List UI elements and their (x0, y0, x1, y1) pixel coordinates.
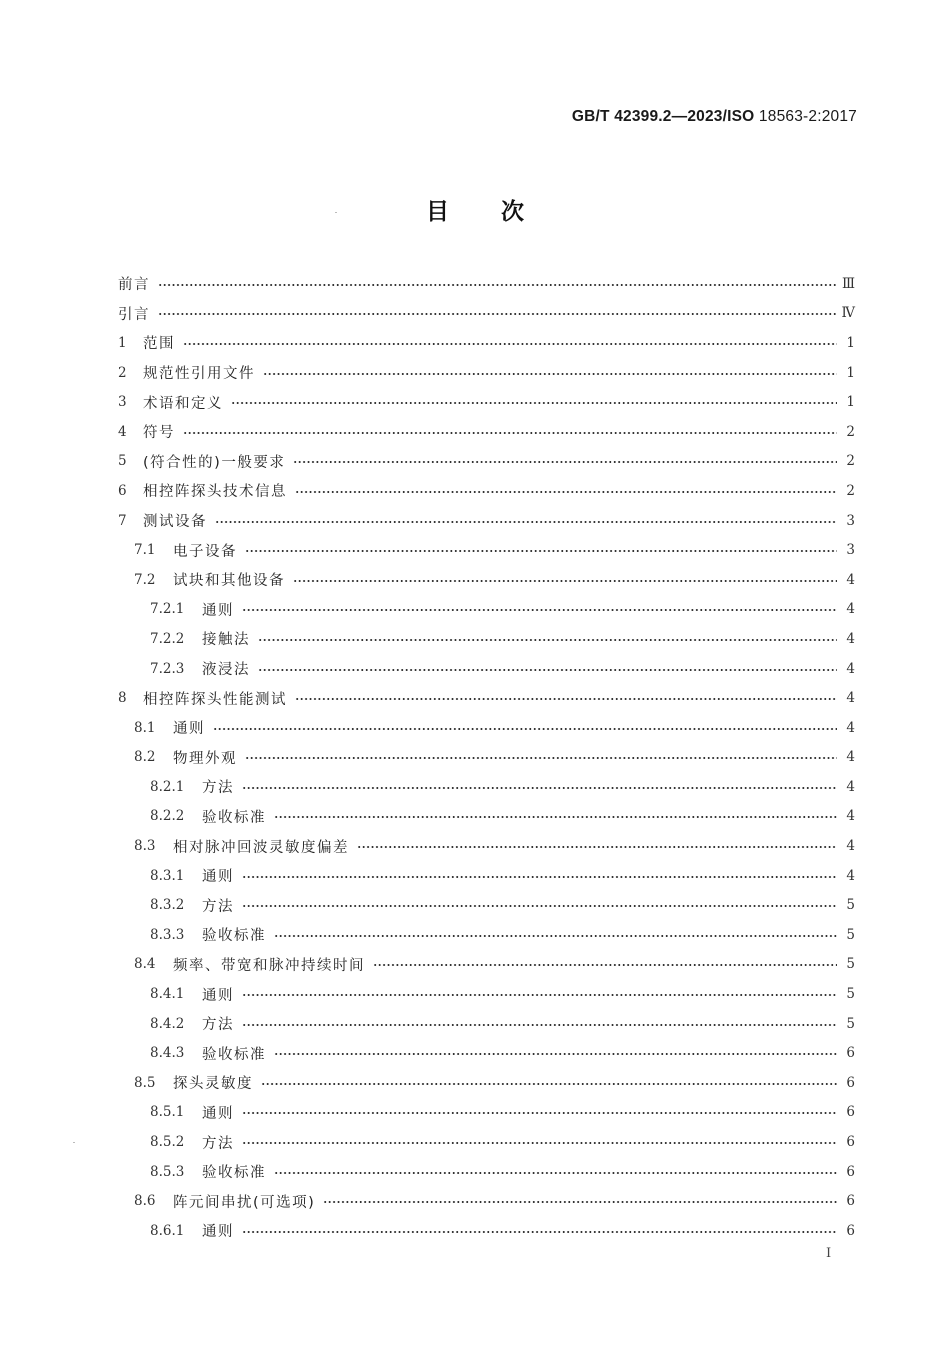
toc-page-number: 2 (846, 482, 855, 499)
toc-section-number: 7.2.3 (150, 660, 185, 677)
toc-entry-heading (118, 688, 295, 709)
toc-entry-heading (134, 717, 213, 738)
toc-entry[interactable] (118, 328, 855, 358)
toc-entry[interactable] (118, 1157, 855, 1187)
dot-leader (242, 1231, 837, 1233)
toc-section-title: 规范性引用文件 (143, 366, 255, 383)
toc-section-title: 方法 (202, 1135, 234, 1152)
toc-entry[interactable] (118, 683, 855, 713)
toc-page-number: 1 (846, 364, 855, 381)
toc-section-number: 6 (118, 482, 127, 499)
standard-number: 42399.2—2023/ISO (614, 108, 755, 125)
toc-page-number: 6 (846, 1045, 855, 1062)
toc-section-number: 8.4.3 (150, 1045, 185, 1062)
toc-entry-heading (134, 747, 245, 768)
dot-leader (242, 994, 837, 996)
toc-entry-heading (118, 332, 183, 353)
toc-section-title: 验收标准 (202, 1165, 266, 1182)
toc-entry[interactable] (118, 1068, 855, 1098)
dot-leader (323, 1201, 837, 1203)
toc-section-title: 探头灵敏度 (173, 1076, 253, 1093)
iso-number: 18563-2:2017 (758, 108, 857, 125)
toc-page-number: 6 (846, 1193, 855, 1210)
toc-section-number: 3 (118, 394, 127, 411)
standard-header (572, 108, 857, 126)
toc-entry[interactable] (118, 565, 855, 595)
scan-speck (335, 212, 337, 213)
toc-section-number: 8.1 (134, 719, 156, 736)
toc-section-title: 方法 (202, 1017, 234, 1034)
dot-leader (158, 284, 836, 286)
toc-section-title: 验收标准 (202, 928, 266, 945)
toc-page-number: 4 (846, 867, 855, 884)
dot-leader (295, 698, 837, 700)
toc-entry[interactable] (118, 595, 855, 625)
toc-section-title: 引言 (118, 306, 150, 323)
toc-section-title: 通则 (202, 1105, 234, 1122)
toc-section-title: (符合性的)一般要求 (143, 454, 286, 471)
toc-page-number: Ⅲ (841, 275, 855, 292)
dot-leader (242, 787, 837, 789)
dot-leader (293, 461, 837, 463)
toc-section-number: 7.2 (134, 571, 156, 588)
toc-section-number: 7.2.1 (150, 601, 185, 618)
toc-section-title: 相控阵探头性能测试 (143, 691, 287, 708)
toc-entry[interactable] (118, 654, 855, 684)
toc-entry[interactable] (118, 950, 855, 980)
toc-entry[interactable] (118, 890, 855, 920)
toc-section-number: 7.1 (134, 542, 156, 559)
toc-section-title: 符号 (143, 425, 175, 442)
toc-entry[interactable] (118, 624, 855, 654)
dot-leader (261, 1083, 837, 1085)
toc-section-title: 通则 (202, 1224, 234, 1241)
toc-entry[interactable] (118, 979, 855, 1009)
toc-section-title: 液浸法 (202, 662, 250, 679)
toc-entry-heading (150, 1161, 274, 1182)
toc-page-number: Ⅳ (841, 305, 855, 322)
toc-entry[interactable] (118, 802, 855, 832)
toc-entry-heading (150, 1013, 242, 1034)
toc-section-title: 方法 (202, 780, 234, 797)
toc-page-number: 1 (846, 394, 855, 411)
toc-section-number: 8.5.3 (150, 1163, 185, 1180)
toc-section-number: 8.2.1 (150, 778, 185, 795)
toc-section-title: 验收标准 (202, 1046, 266, 1063)
toc-entry[interactable] (118, 1038, 855, 1068)
toc-entry-heading (134, 569, 293, 590)
toc-entry[interactable] (118, 1216, 855, 1246)
dot-leader (242, 1112, 837, 1114)
toc-page-number: 5 (846, 897, 855, 914)
toc-entry-heading (118, 510, 215, 531)
dot-leader (274, 816, 837, 818)
toc-page-number: 6 (846, 1222, 855, 1239)
toc-entry-heading (150, 865, 242, 886)
toc-entry[interactable] (118, 535, 855, 565)
toc-entry-heading (150, 984, 242, 1005)
toc-entry[interactable] (118, 358, 855, 388)
toc-entry[interactable] (118, 1186, 855, 1216)
toc-section-title: 通则 (202, 602, 234, 619)
toc-page-number: 5 (846, 926, 855, 943)
toc-entry-heading (150, 1132, 242, 1153)
toc-section-title: 通则 (202, 869, 234, 886)
dot-leader (274, 1172, 837, 1174)
dot-leader (242, 876, 837, 878)
toc-section-title: 验收标准 (202, 809, 266, 826)
toc-entry-heading (118, 451, 293, 472)
toc-entry-heading (150, 895, 242, 916)
dot-leader (183, 343, 837, 345)
toc-section-number: 8.2.2 (150, 808, 185, 825)
toc-page-number: 5 (846, 986, 855, 1003)
toc-page-number: 4 (846, 690, 855, 707)
toc-page-number: 6 (846, 1074, 855, 1091)
toc-entry-heading (134, 540, 245, 561)
toc-section-title: 相对脉冲回波灵敏度偏差 (173, 839, 349, 856)
toc-page-number: 3 (846, 512, 855, 529)
toc-page-number: 4 (846, 571, 855, 588)
toc-section-title: 通则 (202, 987, 234, 1004)
dot-leader (274, 1053, 837, 1055)
toc-section-number: 7 (118, 512, 127, 529)
toc-entry-heading (150, 776, 242, 797)
dot-leader (242, 905, 837, 907)
toc-section-title: 测试设备 (143, 514, 207, 531)
toc-entry[interactable] (118, 387, 855, 417)
toc-page-number: 4 (846, 601, 855, 618)
toc-page-number: 4 (846, 660, 855, 677)
dot-leader (373, 964, 837, 966)
toc-section-number: 8 (118, 690, 127, 707)
toc-entry[interactable] (118, 476, 855, 506)
toc-page-number: 5 (846, 1015, 855, 1032)
dot-leader (242, 609, 837, 611)
toc-section-number: 7.2.2 (150, 630, 185, 647)
dot-leader (245, 757, 837, 759)
toc-entry-heading (118, 273, 158, 294)
dot-leader (245, 550, 837, 552)
dot-leader (295, 491, 837, 493)
dot-leader (263, 373, 837, 375)
toc-page-number: 2 (846, 423, 855, 440)
toc-section-number: 4 (118, 423, 127, 440)
toc-entry-heading (150, 1102, 242, 1123)
toc-entry[interactable] (118, 1009, 855, 1039)
toc-entry-heading (118, 303, 158, 324)
toc-entry-heading (134, 1072, 261, 1093)
toc-section-title: 相控阵探头技术信息 (143, 484, 287, 501)
toc-section-number: 8.4.2 (150, 1015, 185, 1032)
toc-entry-heading (134, 1191, 323, 1212)
toc-section-title: 阵元间串扰(可选项) (173, 1194, 316, 1211)
toc-entry[interactable] (118, 861, 855, 891)
toc-section-number: 8.4.1 (150, 986, 185, 1003)
toc-entry[interactable] (118, 713, 855, 743)
toc-entry-heading (150, 806, 274, 827)
dot-leader (242, 1024, 837, 1026)
toc-page-number: 4 (846, 719, 855, 736)
toc-section-title: 物理外观 (173, 750, 237, 767)
toc-page-number: 4 (846, 749, 855, 766)
toc-entry[interactable] (118, 299, 855, 329)
toc-entry-heading (118, 392, 231, 413)
title-char-1: 目 (426, 199, 449, 225)
toc-entry[interactable] (118, 417, 855, 447)
page-number: I (826, 1246, 832, 1261)
toc-entry[interactable] (118, 920, 855, 950)
toc-entry[interactable] (118, 743, 855, 773)
toc-entry-heading (150, 628, 258, 649)
toc-entry[interactable] (118, 831, 855, 861)
toc-entry-heading (134, 836, 357, 857)
toc-section-title: 术语和定义 (143, 395, 223, 412)
toc-page-number: 3 (846, 542, 855, 559)
toc-section-title: 方法 (202, 898, 234, 915)
toc-section-number: 8.5.2 (150, 1134, 185, 1151)
toc-entry-heading (118, 421, 183, 442)
page-title (0, 193, 950, 226)
dot-leader (215, 521, 837, 523)
toc-page-number: 2 (846, 453, 855, 470)
toc-entry-heading (134, 954, 373, 975)
toc-entry[interactable] (118, 506, 855, 536)
toc-section-number: 8.3.1 (150, 867, 185, 884)
dot-leader (231, 402, 837, 404)
dot-leader (258, 639, 837, 641)
toc-section-number: 8.5.1 (150, 1104, 185, 1121)
toc-section-number: 8.3.2 (150, 897, 185, 914)
toc-page-number: 6 (846, 1104, 855, 1121)
toc-entry[interactable] (118, 269, 855, 299)
title-char-2: 次 (501, 199, 524, 225)
toc-section-title: 频率、带宽和脉冲持续时间 (173, 957, 365, 974)
toc-page-number: 6 (846, 1163, 855, 1180)
toc-entry-heading (150, 1220, 242, 1241)
toc-entry[interactable] (118, 1098, 855, 1128)
toc-page-number: 4 (846, 808, 855, 825)
dot-leader (293, 580, 837, 582)
toc-section-title: 范围 (143, 336, 175, 353)
dot-leader (183, 432, 837, 434)
toc-section-title: 试块和其他设备 (173, 573, 285, 590)
toc-page-number: 5 (846, 956, 855, 973)
standard-prefix: GB/T (571, 108, 610, 125)
toc-entry-heading (118, 362, 263, 383)
dot-leader (158, 313, 836, 315)
toc-entry[interactable] (118, 1127, 855, 1157)
table-of-contents (118, 269, 855, 1246)
toc-entry-heading (150, 599, 242, 620)
toc-page-number: 1 (846, 334, 855, 351)
dot-leader (258, 669, 837, 671)
toc-section-number: 8.3 (134, 838, 156, 855)
dot-leader (357, 846, 837, 848)
dot-leader (242, 1142, 837, 1144)
toc-page-number: 4 (846, 630, 855, 647)
toc-section-number: 1 (118, 334, 127, 351)
toc-entry-heading (150, 924, 274, 945)
dot-leader (213, 728, 837, 730)
toc-section-number: 8.2 (134, 749, 156, 766)
toc-entry[interactable] (118, 772, 855, 802)
toc-section-title: 电子设备 (173, 543, 237, 560)
toc-entry-heading (150, 658, 258, 679)
scan-speck (73, 1142, 75, 1143)
toc-section-title: 接触法 (202, 632, 250, 649)
toc-page-number: 4 (846, 778, 855, 795)
toc-section-number: 8.3.3 (150, 926, 185, 943)
toc-entry-heading (150, 1043, 274, 1064)
toc-page-number: 4 (846, 838, 855, 855)
toc-section-title: 前言 (118, 277, 150, 294)
toc-section-number: 8.6 (134, 1193, 156, 1210)
dot-leader (274, 935, 837, 937)
toc-page-number: 6 (846, 1134, 855, 1151)
toc-entry[interactable] (118, 447, 855, 477)
toc-section-number: 8.5 (134, 1074, 156, 1091)
toc-section-number: 8.6.1 (150, 1222, 185, 1239)
toc-section-number: 5 (118, 453, 127, 470)
toc-section-number: 8.4 (134, 956, 156, 973)
toc-section-title: 通则 (173, 721, 205, 738)
toc-section-number: 2 (118, 364, 127, 381)
toc-entry-heading (118, 480, 295, 501)
